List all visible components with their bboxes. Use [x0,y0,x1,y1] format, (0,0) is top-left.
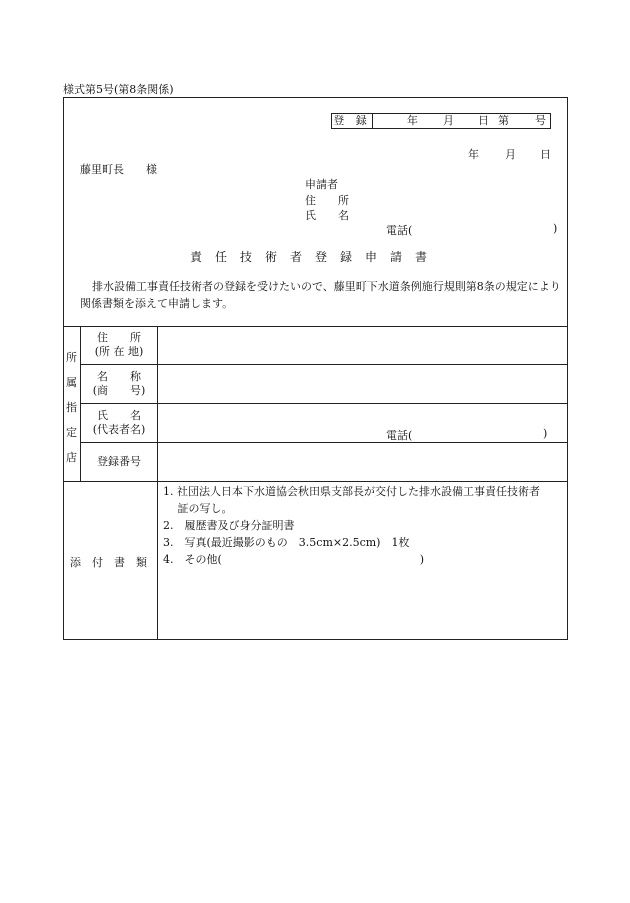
divider-applicant [63,326,568,327]
divider-row-1 [80,364,568,365]
registration-day: 日 [478,114,489,127]
row-label-representative [83,409,155,437]
date-day: 日 [540,148,551,161]
addressee: 藤里町長 様 [80,163,157,176]
row-label-registration-number [83,455,155,469]
attachment-item: 1. 社団法人日本下水道協会秋田県支部長が交付した排水設備工事責任技術者 [163,485,540,498]
row-label-company [83,370,155,398]
divider-attachments [63,481,568,482]
attachment-item: 証の写し。 [163,502,233,515]
row-label-line: (所 在 地) [94,345,144,358]
registration-number-suffix: 号 [535,114,546,127]
vertical-char: 店 [66,451,77,464]
date-year: 年 [468,148,479,161]
vertical-char: 所 [66,351,77,364]
applicant-address-label: 住 所 [305,194,349,207]
form-number: 様式第5号(第8条関係) [63,83,174,96]
store-phone-close: ) [543,427,548,440]
row-label-line: (代表者名) [92,423,146,436]
attachment-item: 4. その他( ) [163,553,425,566]
date-month: 月 [505,148,516,161]
registration-number-prefix: 第 [498,114,509,127]
registration-year: 年 [407,114,418,127]
attachment-item: 3. 写真(最近撮影のもの 3.5cm×2.5cm) 1枚 [163,536,410,549]
vertical-char: 属 [66,376,77,389]
row-label-line: (商 号) [92,384,146,397]
registration-box [331,113,551,129]
divider-label-column [157,326,158,640]
applicant-heading: 申請者 [305,178,338,191]
row-label-line: 氏 名 [97,409,141,422]
registration-label: 登 録 [332,114,373,128]
divider-row-2 [80,403,568,404]
row-label-line: 登録番号 [97,455,141,468]
vertical-char: 定 [66,426,77,439]
row-label-line: 名 称 [97,370,141,383]
divider-vertical-label [80,326,81,481]
registration-month: 月 [443,114,454,127]
applicant-phone-close: ) [553,222,558,235]
designated-store-label [63,345,80,470]
attachments-label: 添 付 書 類 [70,556,147,569]
attachment-item: 2. 履歴書及び身分証明書 [163,519,295,532]
row-label-line: 住 所 [97,331,141,344]
applicant-name-label: 氏 名 [305,209,349,222]
divider-row-3 [80,442,568,443]
vertical-char: 指 [66,401,77,414]
body-text: 排水設備工事責任技術者の登録を受けたいので、藤里町下水道条例施行規則第8条の規定により関係書類を添えて申請します。 [80,280,561,310]
store-phone-label: 電話( [386,429,413,442]
row-label-address [83,331,155,359]
applicant-phone-label: 電話( [386,224,413,237]
attachments-list [163,483,563,568]
document-title: 責任技術者登録申請書 [189,250,440,264]
